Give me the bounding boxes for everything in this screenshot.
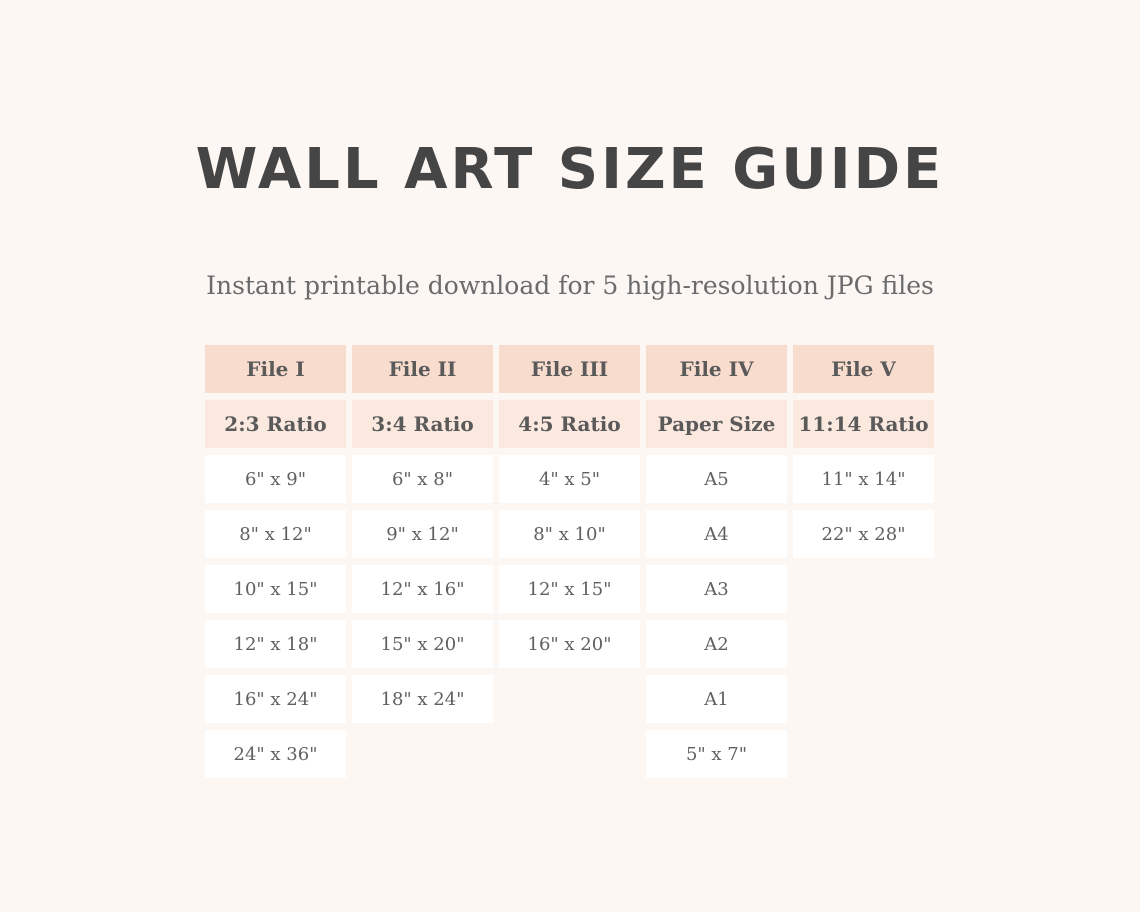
- size-cell: A5: [646, 455, 787, 503]
- size-cell: 12" x 16": [352, 565, 493, 613]
- file-header: File I: [205, 345, 346, 393]
- empty-cell: [793, 730, 934, 778]
- size-cell: A4: [646, 510, 787, 558]
- size-cell: A2: [646, 620, 787, 668]
- size-guide-table: [205, 345, 934, 778]
- empty-cell: [352, 730, 493, 778]
- size-cell: A1: [646, 675, 787, 723]
- size-cell: 6" x 9": [205, 455, 346, 503]
- empty-cell: [793, 620, 934, 668]
- size-cell: 22" x 28": [793, 510, 934, 558]
- size-cell: 15" x 20": [352, 620, 493, 668]
- size-cell: 6" x 8": [352, 455, 493, 503]
- ratio-header: 3:4 Ratio: [352, 400, 493, 448]
- size-cell: 4" x 5": [499, 455, 640, 503]
- size-cell: 5" x 7": [646, 730, 787, 778]
- size-cell: 8" x 12": [205, 510, 346, 558]
- ratio-header: 2:3 Ratio: [205, 400, 346, 448]
- file-header: File III: [499, 345, 640, 393]
- file-header: File V: [793, 345, 934, 393]
- size-cell: 18" x 24": [352, 675, 493, 723]
- size-cell: A3: [646, 565, 787, 613]
- empty-cell: [499, 675, 640, 723]
- size-cell: 12" x 18": [205, 620, 346, 668]
- empty-cell: [499, 730, 640, 778]
- size-cell: 12" x 15": [499, 565, 640, 613]
- size-cell: 8" x 10": [499, 510, 640, 558]
- file-header: File IV: [646, 345, 787, 393]
- file-header: File II: [352, 345, 493, 393]
- ratio-header: 11:14 Ratio: [793, 400, 934, 448]
- size-cell: 10" x 15": [205, 565, 346, 613]
- page-subtitle: Instant printable download for 5 high-resolution JPG files: [206, 271, 934, 300]
- empty-cell: [793, 675, 934, 723]
- empty-cell: [793, 565, 934, 613]
- ratio-header: Paper Size: [646, 400, 787, 448]
- page-title: WALL ART SIZE GUIDE: [195, 137, 945, 202]
- size-cell: 24" x 36": [205, 730, 346, 778]
- size-cell: 11" x 14": [793, 455, 934, 503]
- ratio-header: 4:5 Ratio: [499, 400, 640, 448]
- size-cell: 9" x 12": [352, 510, 493, 558]
- size-cell: 16" x 20": [499, 620, 640, 668]
- size-cell: 16" x 24": [205, 675, 346, 723]
